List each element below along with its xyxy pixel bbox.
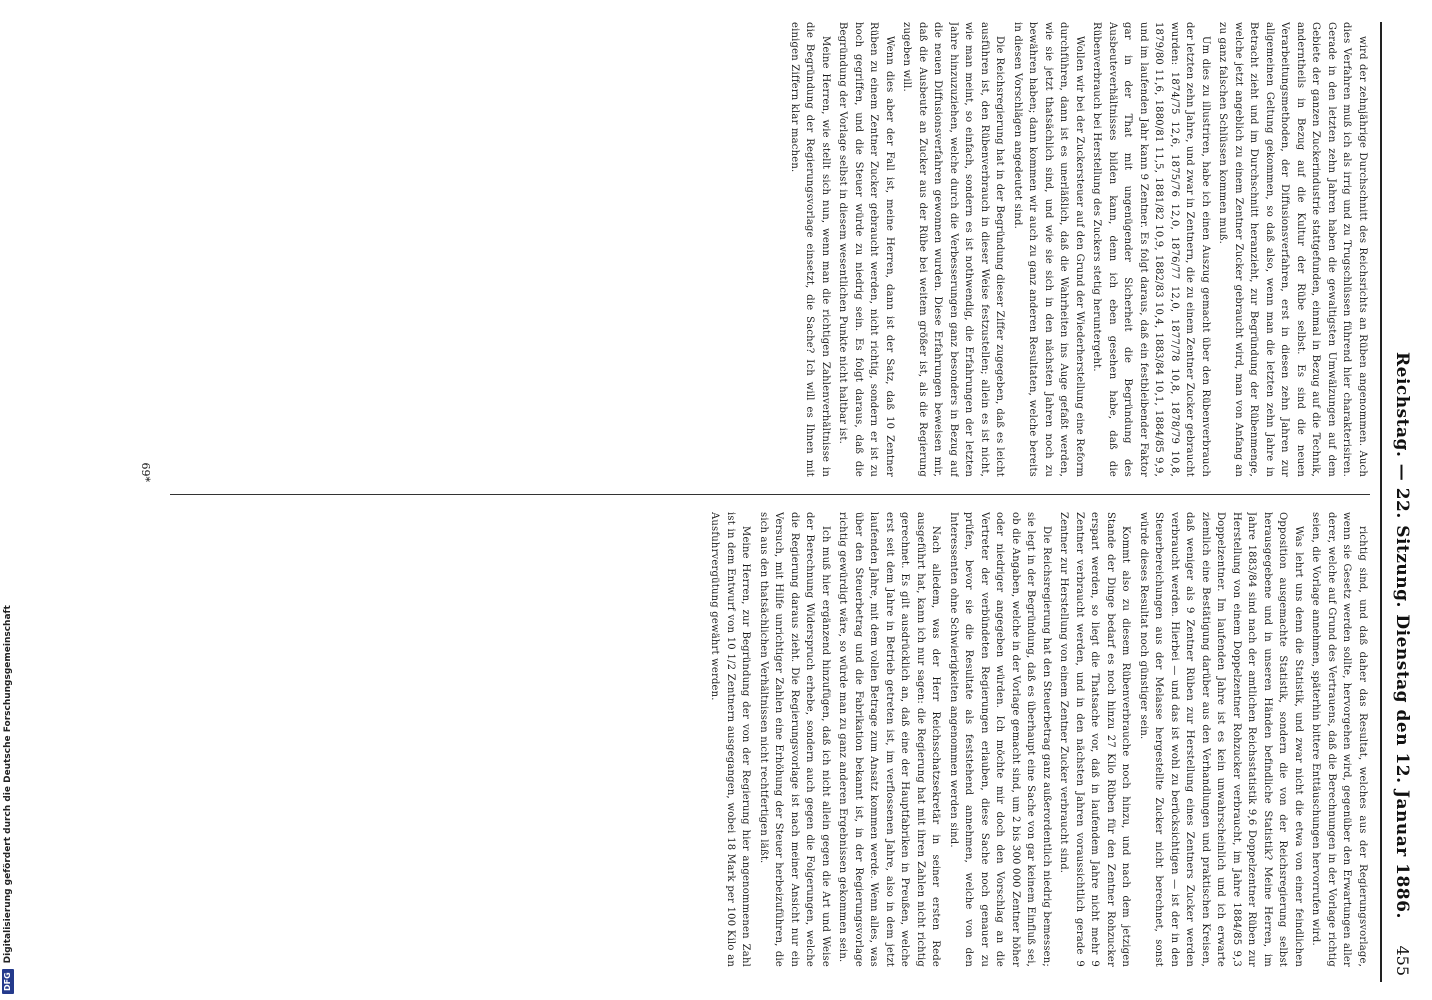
- paragraph: Ich muß hier ergänzend hinzufügen, daß ich nicht allein gegen die Art und Weise der Berechnung Widerspruch erhebe, sondern auch gegen die Folgerungen, welche die Regierung daraus zieht. Die Regierungsvorlage ist nach meiner Ansicht nur ein Versuch, mit Hilfe unrichtiger Zahlen eine Erhöhung der Steuer herbeizuführen, die sich aus den thatsächlichen Verhältnissen nicht rechtfertigen läßt.: [758, 512, 831, 967]
- paragraph: Die Reichsregierung hat in der Begründung dieser Ziffer zugegeben, daß es leicht ausführen ist, den Rübenverbrauch in dieser Weise festzustellen; allein es ist nicht, wie man meint, so einfach, sondern es ist nothwendig, die Erfahrungen der letzten Jahre hinzuzuziehen, welche durch die Verbesserungen ganz besonders in Bezug auf die neuen Diffusionsverfahren gewonnen wurden. Diese Erfahrungen beweisen mir, daß die Ausbeute an Zucker aus der Rübe bei weitem größer ist, als die Regierung zugeben will.: [901, 22, 1006, 477]
- paragraph: Was lehrt uns denn die Statistik, und zwar nicht die etwa von einer feindlichen Opposition ausgemachte Statistik, sondern die von der Reichsregierung selbst herausgegebene und in unseren Händen befindliche Statistik? Meine Herren, im Jahre 1883/84 sind nach der amtlichen Reichsstatistik 9,6 Doppelzentner Rüben zur Herstellung von einem Doppelzentner Rohzucker verbraucht, im Jahre 1884/85 9,3 Doppelzentner. Im laufenden Jahre ist es kein unwahrscheinlich und ich erwarte ziemlich eine Bestätigung darüber aus den Verhandlungen und praktischen Kreisen, daß weniger als 9 Zentner Rüben zur Herstellung eines Zentners Zucker werden verbraucht werden. Hierbei — und das ist wohl zu berücksichtigen — ist der in den Steuerbereichungen aus der Melasse hergestellte Zucker nicht berechnet, sonst würde dieses Resultat noch günstiger sein.: [1138, 512, 1304, 967]
- text-column-right: [158, 512, 1370, 967]
- dfg-logo: DFG: [2, 969, 14, 994]
- paragraph: wird der zehnjährige Durchschnitt des Reichsrichts an Rüben angenommen. Auch dies Verfahren muß ich als irrig und zu Trugschlüssen führend hier charakterisiren. Gerade in den letzten zehn Jahren haben die gewaltigsten Umwälzungen auf dem Gebiete der ganzen Zuckerindustrie stattgefunden, einmal in Bezug auf die Technik, anderntheils in Bezug auf die Kultur der Rübe selbst. Es sind die neuen Verarbeitungsmethoden, der Diffusionsverfahren, erst in diesen zehn Jahren zur allgemeinen Geltung gekommen, so daß also, wenn man die letzten zehn Jahre in Betracht zieht und im Durchschnitt heranzieht, zur Begründung der Rübenmenge, welche jetzt angeblich zu einem Zentner Zucker gebraucht wird, man von Anfang an zu ganz falschen Schlüssen kommen muß.: [1217, 22, 1368, 477]
- paragraph: Nach alledem, was der Herr Reichsschatzsekretär in seiner ersten Rede ausgeführt hat, kann ich nur sagen: die Regierung hat mit ihren Zahlen nicht richtig gerechnet. Es gilt ausdrücklich an, daß eine der Hauptfabriken in Preußen, welche erst seit dem Jahre in Betrieb getreten ist, im verflossenen Jahre, also in dem jetzt laufenden Jahre, mit dem vollen Betrage zum Ansatz kommen werde. Wenn alles, was über den Steuerbetrag und die Fabrikation bekannt ist, in der Regierungsvorlage richtig gewürdigt wäre, so würde man zu ganz anderen Ergebnissen gekommen sein.: [837, 512, 942, 967]
- header-rule: [1380, 22, 1382, 982]
- rotated-page-content: [118, 22, 1418, 982]
- credit-text: Digitalisierung gefördert durch die Deutsche Forschungsgemeinschaft: [3, 605, 13, 964]
- paragraph: richtig sind, und daß daher das Resultat, welches aus der Regierungsvorlage, wenn sie Gesetz werden sollte, hervorgehen wird, gegenüber den Erwartungen aller derer, welche auf Grund des Vertrauens, daß die Berechnungen in der Vorlage richtig seien, die Vorlage annehmen, späterhin bittere Enttäuschungen hervorrufen wird.: [1310, 512, 1368, 967]
- paragraph: Kommt also zu diesem Rübenverbrauche noch hinzu, und nach dem jetzigen Stande der Dinge bedarf es noch hinzu 27 Kilo Rüben für den Zentner Rohzucker erspart werden, so liegt die Thatsache vor, daß in laufendem Jahre nicht mehr 9 Zentner verbraucht werden, und in den nächsten Jahren voraussichtlich gerade 9 Zentner zur Herstellung von einem Zentner Zucker verbraucht sind.: [1058, 512, 1132, 967]
- page-signature: 69*: [139, 462, 152, 482]
- column-divider: [170, 494, 1370, 495]
- paragraph: Meine Herren, zur Begründung der von der Regierung hier angenommenen Zahl ist in dem Entwurf von 10 1/2 Zentnern ausgegangen, wobei 18 Mark per 100 Kilo an Ausfuhrvergütung gewährt werden.: [709, 512, 752, 967]
- paragraph: Wollen wir bei der Zuckersteuer auf den Grund der Wiederherstellung eine Reform durchführen, dann ist es unerläßlich, daß die Wahrheiten ins Auge gefaßt werden, wie sie jetzt thatsächlich sind, und wie sie sich in den nächsten Jahren noch zu bewähren haben; dann kommen wir auch zu ganz anderen Resultaten, welche bereits in diesen Vorschlägen angedeutet sind.: [1012, 22, 1085, 477]
- paragraph: Meine Herren, wie stellt sich nun, wenn man die richtigen Zahlenverhältnisse in die Begründung der Regierungsvorlage einsetzt, die Sache? Ich will es Ihnen mit einigen Ziffern klar machen.: [789, 22, 831, 477]
- paragraph: Die Reichsregierung hat den Steuerbetrag ganz außerordentlich niedrig bemessen; sie legt in der Begründung, daß es überhaupt eine Sache von gar keinem Einfluß sei, ob die Angaben, welche in der Vorlage gemacht sind, um 2 bis 300 000 Zentner höher oder niedriger angegeben würden. Ich möchte mir doch den Vorschlag an die Vertreter der verbündeten Regierungen erlauben, diese Sache noch genauer zu prüfen, bevor sie die Resultate als feststehend annehmen, welche von den Interessenten ohne Schwierigkeiten angenommen werden sind.: [948, 512, 1052, 967]
- page-header: [1382, 22, 1418, 982]
- paragraph: Um dies zu illustriren, habe ich einen Auszug gemacht über den Rübenverbrauch der letzten zehn Jahre, und zwar in Zentnern, die zu einem Zentner Zucker gebraucht wurden: 1874/75 12,6, 1875/76 12,0, 1876/77 12,0, 1877/78 10,8, 1878/79 10,8, 1879/80 11,6, 1880/81 11,5, 1881/82 10,9, 1882/83 10,4, 1883/84 10,1, 1884/85 9,9, und im laufenden Jahr kann 9 Zentner. Es folgt daraus, daß ein festbleibender Faktor gar in der That mit ungenügender Sicherheit die Begründung des Ausbeuteverhältnisses bilden kann, denn ich eben gesehen habe, daß die Rübenverbrauch bei Herstellung des Zuckers stetig heruntergeht.: [1091, 22, 1211, 477]
- page-number: 455: [1393, 945, 1412, 976]
- digitization-credit: [0, 0, 16, 998]
- text-column-left: [158, 22, 1370, 477]
- paragraph: Wenn dies aber der Fall ist, meine Herren, dann ist der Satz, daß 10 Zentner Rüben zu einem Zentner Zucker gebraucht werden, nicht richtig, sondern er ist zu hoch gegriffen, und die Steuer würde zu niedrig sein. Es folgt daraus, daß die Begründung der Vorlage selbst in diesem wesentlichen Punkte nicht haltbar ist.: [837, 22, 895, 477]
- header-title: Reichstag. — 22. Sitzung. Dienstag den 12. Januar 1886.: [1392, 352, 1412, 919]
